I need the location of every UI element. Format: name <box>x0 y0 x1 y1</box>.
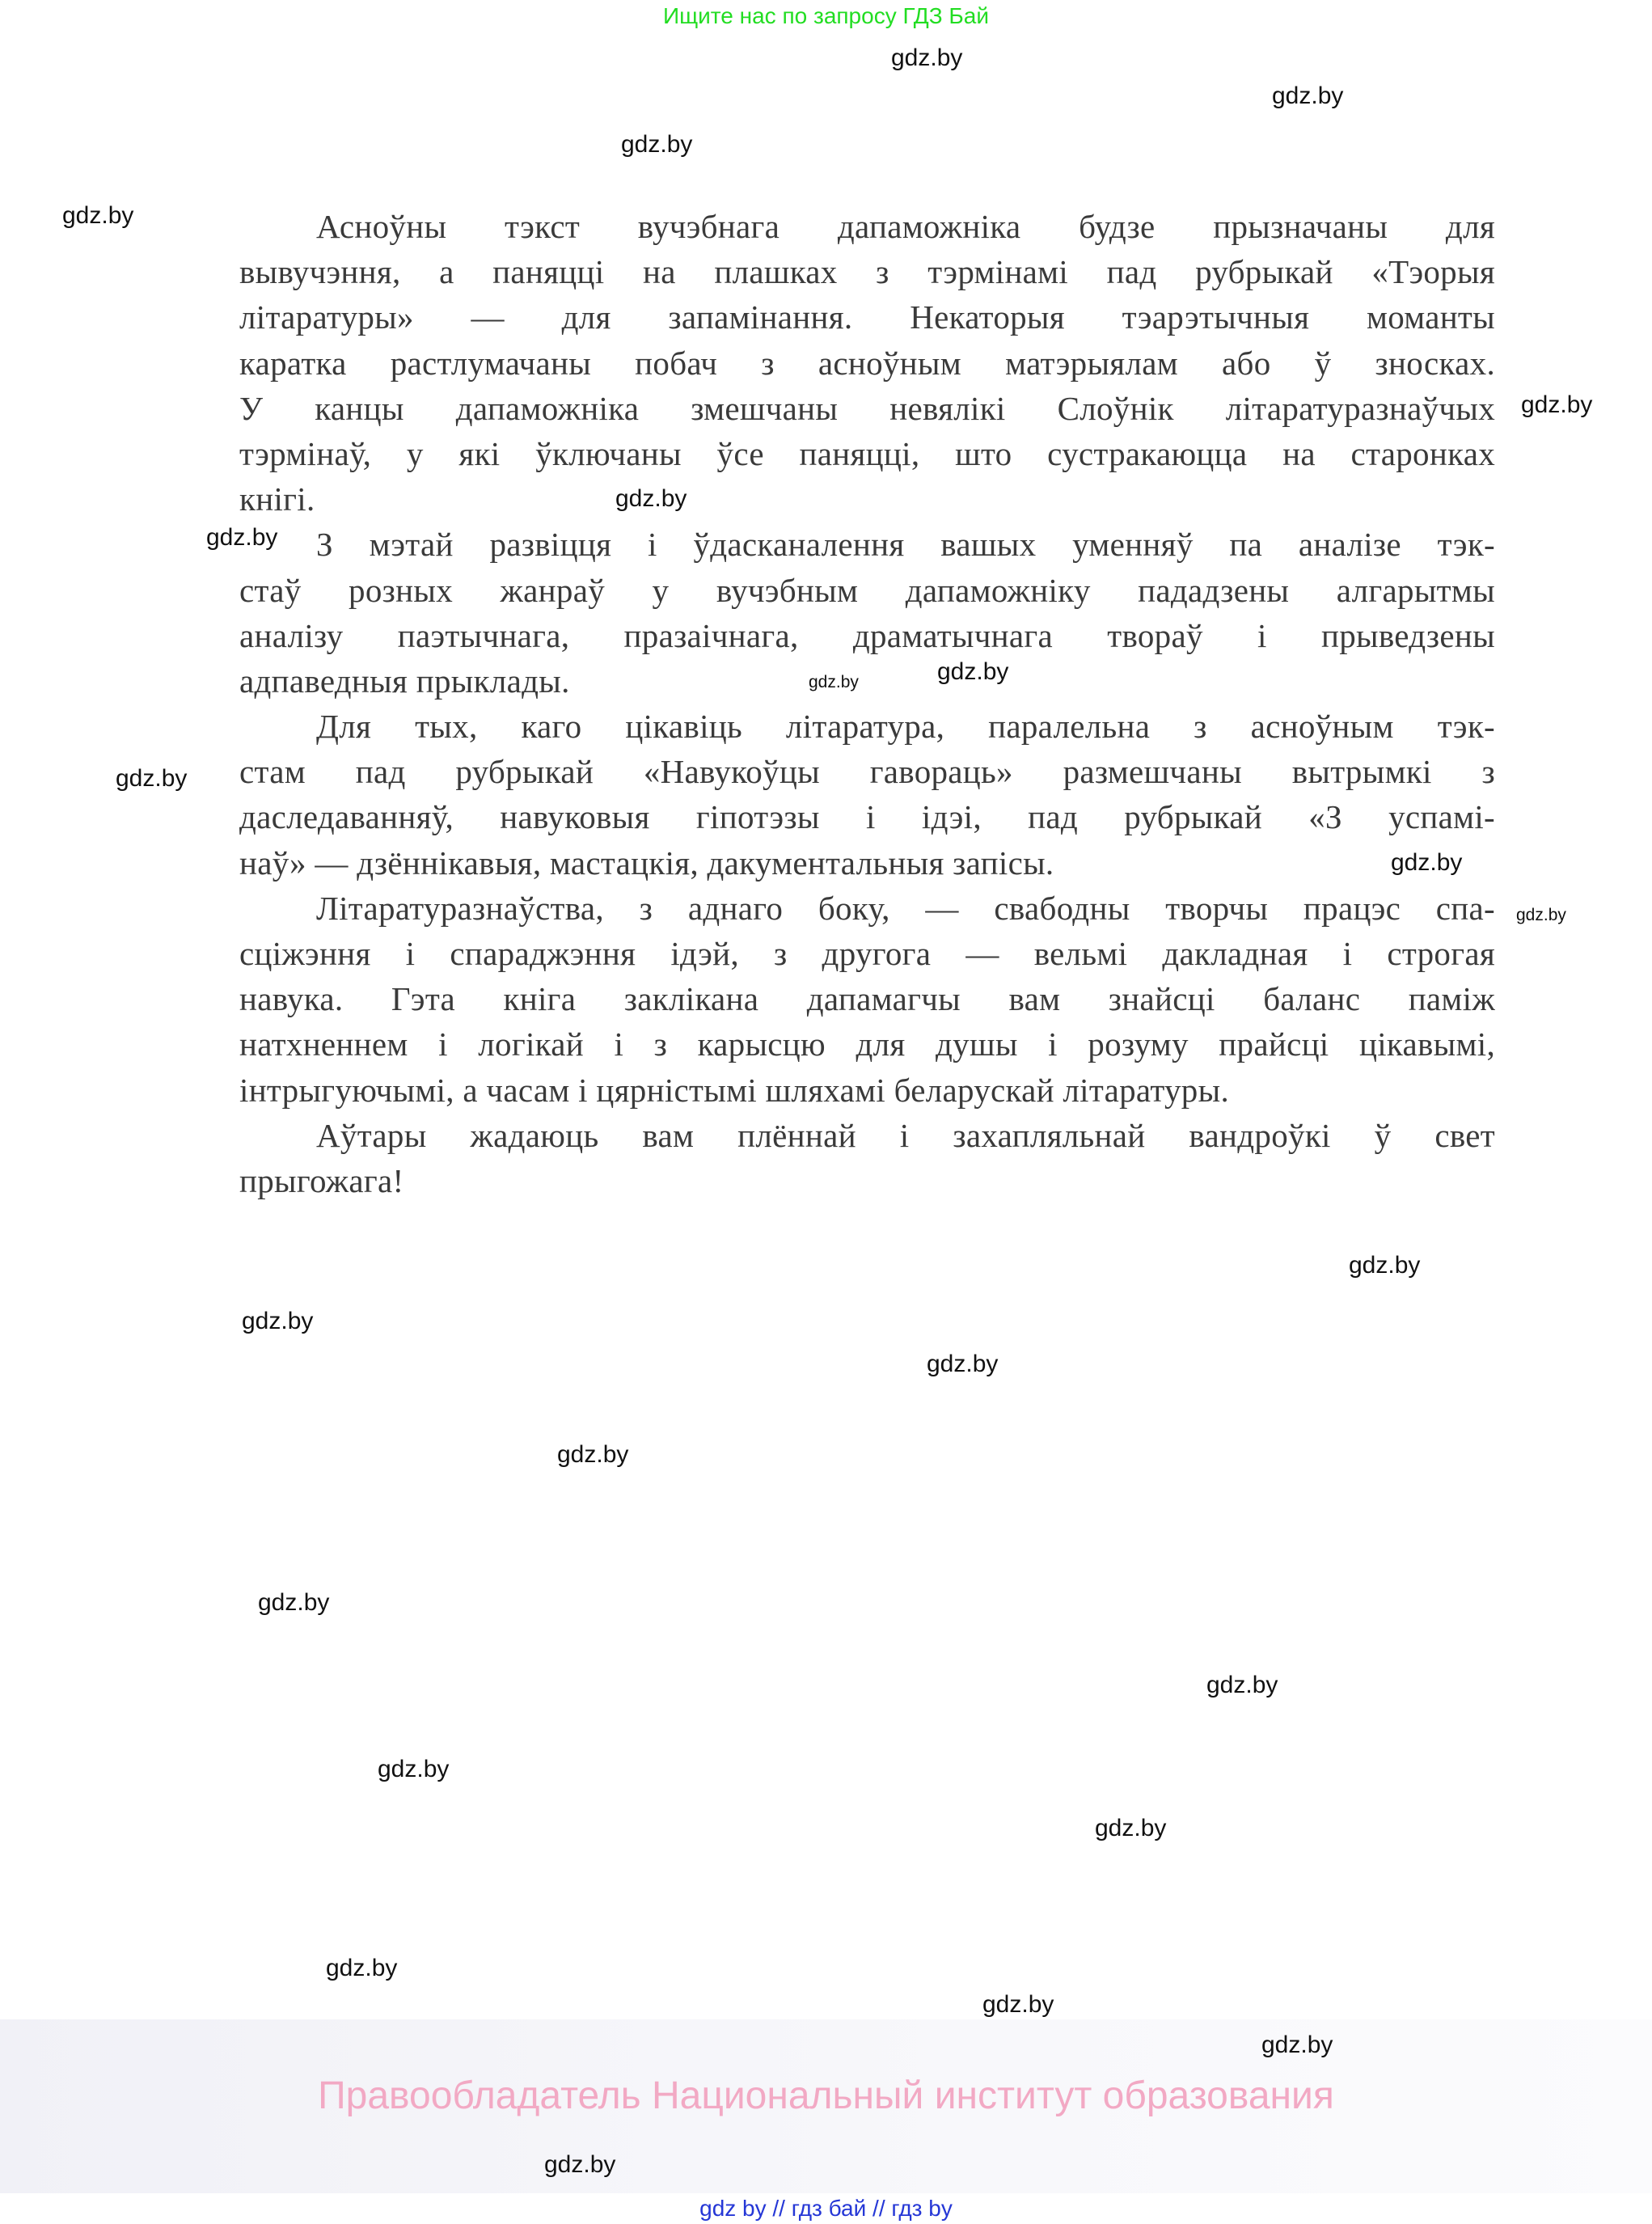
gdz-watermark: gdz.by <box>1349 1252 1421 1279</box>
gdz-watermark: gdz.by <box>62 202 134 229</box>
paragraph-line: інтрыгуючымі, а часам і цярністымі шляхамі беларускай літаратуры. <box>239 1071 1229 1109</box>
gdz-watermark: gdz.by <box>557 1441 629 1468</box>
gdz-watermark: gdz.by <box>1272 82 1344 109</box>
paragraph-line: прыгожага! <box>239 1161 404 1199</box>
paragraph-line: У канцы дапаможніка змешчаны невялікі Слоўнік літаратуразнаўчых <box>239 389 1495 427</box>
gdz-watermark: gdz.by <box>937 658 1009 685</box>
body-text <box>239 204 1495 1203</box>
paragraph-line: Для тых, каго цікавіць літаратура, паралельна з асноўным тэк- <box>316 708 1495 746</box>
paragraph-line: даследаванняў, навуковыя гіпотэзы і ідэі, пад рубрыкай «З успамі- <box>239 798 1495 836</box>
paragraph-line: Аўтары жадаюць вам плённай і захапляльнай вандроўкі ў свет <box>316 1116 1495 1154</box>
gdz-watermark: gdz.by <box>544 2151 616 2178</box>
gdz-watermark: gdz.by <box>1391 849 1463 876</box>
paragraph-line: З мэтай развіцця і ўдасканалення вашых уменняў па аналізе тэк- <box>316 526 1495 564</box>
gdz-watermark: gdz.by <box>809 673 859 691</box>
gdz-watermark: gdz.by <box>927 1351 999 1377</box>
paragraph-line: літаратуры» — для запамінання. Некаторыя тэарэтычныя моманты <box>239 298 1495 336</box>
rights-holder-notice: Правообладатель Национальный институт образования <box>318 2074 1334 2117</box>
paragraph-line: стаў розных жанраў у вучэбным дапаможніку пададзены алгарытмы <box>239 571 1495 609</box>
paragraph-line: натхненнем і логікай і з карысцю для душы і розуму прайсці цікавымі, <box>239 1025 1495 1063</box>
paragraph-line: вывучэння, а паняцці на плашках з тэрмінамі пад рубрыкай «Тэорыя <box>239 253 1495 291</box>
footer-links[interactable]: gdz by // гдз бай // гдз by <box>699 2196 953 2221</box>
gdz-watermark: gdz.by <box>1521 391 1593 418</box>
gdz-watermark: gdz.by <box>378 1756 450 1782</box>
paragraph-line: навука. Гэта кніга заклікана дапамагчы вам знайсці баланс паміж <box>239 980 1495 1018</box>
gdz-watermark: gdz.by <box>1095 1815 1167 1841</box>
paragraph-line: адпаведныя прыклады. <box>239 662 570 700</box>
search-banner[interactable]: Ищите нас по запросу ГДЗ Бай <box>662 3 990 28</box>
paragraph-line: аналізу паэтычнага, празаічнага, драматычнага твораў і прыведзены <box>239 616 1495 654</box>
gdz-watermark: gdz.by <box>1206 1672 1278 1698</box>
paragraph-line: Літаратуразнаўства, з аднаго боку, — свабодны творчы працэс спа- <box>316 889 1495 927</box>
gdz-watermark: gdz.by <box>1261 2032 1333 2058</box>
gdz-watermark: gdz.by <box>326 1955 398 1981</box>
gdz-watermark: gdz.by <box>621 131 693 158</box>
paragraph-line: тэрмінаў, у які ўключаны ўсе паняцці, што сустракаюцца на старонках <box>239 434 1495 472</box>
paragraph-line: каратка растлумачаны побач з асноўным матэрыялам або ў зносках. <box>239 344 1495 382</box>
paragraph-line: Асноўны тэкст вучэбнага дапаможніка будзе прызначаны для <box>316 208 1495 245</box>
gdz-watermark: gdz.by <box>258 1589 330 1616</box>
gdz-watermark: gdz.by <box>615 485 687 512</box>
paragraph-line: кнігі. <box>239 480 315 518</box>
gdz-watermark: gdz.by <box>206 524 278 551</box>
paragraph-line: стам пад рубрыкай «Навукоўцы гавораць» размешчаны вытрымкі з <box>239 753 1495 791</box>
gdz-watermark: gdz.by <box>1516 906 1566 924</box>
gdz-watermark: gdz.by <box>116 765 188 792</box>
gdz-watermark: gdz.by <box>242 1308 314 1334</box>
gdz-watermark: gdz.by <box>982 1991 1054 2018</box>
paragraph-line: наў» — дзённікавыя, мастацкія, дакументальныя запісы. <box>239 844 1054 882</box>
gdz-watermark: gdz.by <box>891 44 963 71</box>
paragraph-line: сціжэння і спараджэння ідэй, з другога — вельмі дакладная і строгая <box>239 935 1495 972</box>
